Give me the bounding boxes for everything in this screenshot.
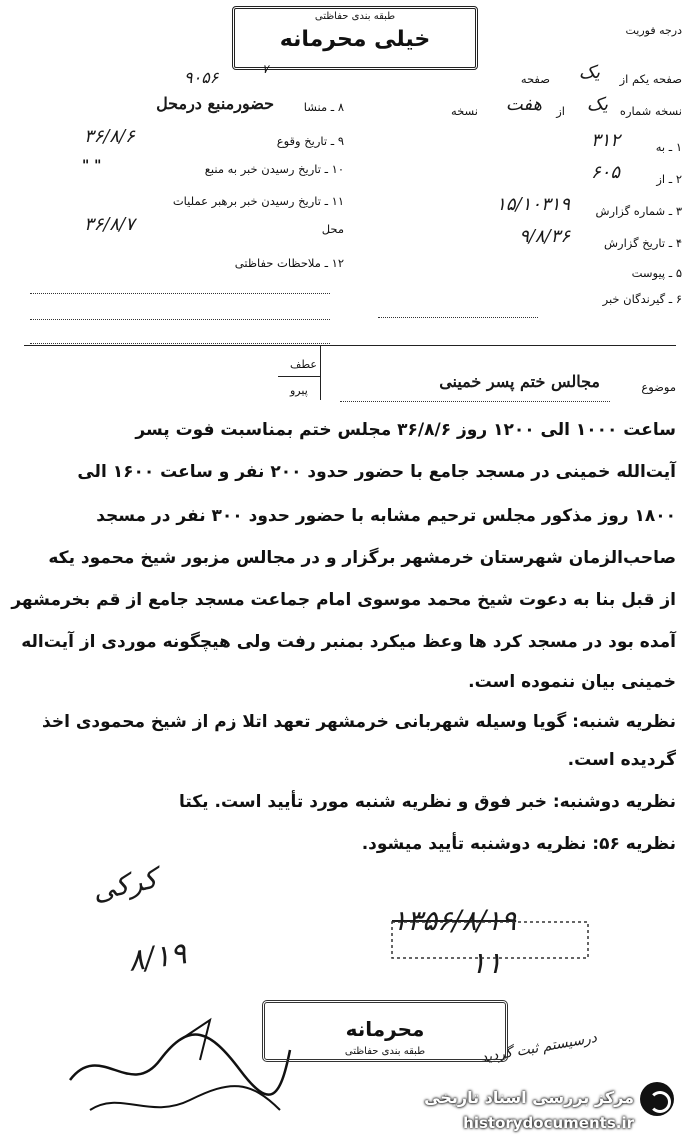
form-dotted-line [30,342,330,344]
copy-value: یک [586,94,608,115]
stamp-border-scribble [390,920,590,960]
handwritten-date-left: ۸/۱۹ [125,936,189,979]
form-left-value: ۳۶/۸/۷ [84,214,135,235]
form-left-label: محل [321,222,344,236]
document-sub-number: ۷ [262,62,269,76]
form-left-label: ۸ ـ منشا [303,100,344,114]
form-right-label: ۲ ـ از [656,172,682,186]
form-right-value: ۹/۸/۳۶ [519,226,570,247]
stamp-classification-label: طبقه بندی حفاظتی [314,11,396,22]
subject-label: موضوع [641,380,676,394]
form-left-label: ۱۱ ـ تاریخ رسیدن خبر برهبر عملیات [172,194,344,208]
form-right-column [382,130,682,310]
form-left-value: حضورمنبع درمحل [156,94,274,113]
watermark-url[interactable]: historydocuments.ir [463,1114,634,1132]
copy-of-label: از [556,104,565,118]
form-right-label: ۴ ـ تاریخ گزارش [603,236,682,250]
classification-stamp-bottom [262,1000,508,1062]
form-right-value: ۳۱۲ [590,130,620,151]
stamp-classification-value: خیلی محرمانه [279,27,431,52]
atf-label: عطف [290,358,317,371]
copy-of-value: هفت [505,94,542,115]
handwritten-registry-date: ۱۳۵۶/۸/۱۹ [392,904,517,937]
form-dotted-line [30,292,330,294]
page-value: یک [578,62,600,83]
report-body-line: ساعت ۱۰۰۰ الی ۱۲۰۰ روز ۳۶/۸/۶ مجلس ختم بمناسبت فوت پسر [135,420,676,440]
form-left-value: " " [82,158,102,174]
report-body-line: گردیده است. [567,750,676,770]
form-left-label: ۹ ـ تاریخ وقوع [276,134,344,148]
form-dotted-line [30,318,330,320]
peiro-label: پیرو [290,384,308,397]
report-body-line: خمینی بیان ننموده است. [468,672,676,692]
reference-rule [278,376,320,377]
form-left-value: ۳۶/۸/۶ [84,126,135,147]
form-left-label: ۱۰ ـ تاریخ رسیدن خبر به منبع [204,162,344,176]
report-body-line: ۱۸۰۰ روز مذکور مجلس ترحیم مشابه با حضور حدود ۳۰۰ نفر در مسجد [96,506,676,526]
form-right-label: ۱ ـ به [655,140,682,154]
form-left-label: ۱۲ ـ ملاحظات حفاظتی [234,256,344,270]
form-left-column [24,94,344,304]
report-body-line: آمده بود در مسجد کرد ها وعظ میکرد بمنبر رفت ولی هیچگونه موردی از آیت‌اله [21,632,676,652]
page-suffix: صفحه [520,72,550,86]
handwritten-registration-note: درسیستم ثبت گردید [479,1029,599,1067]
form-right-label: ۶ ـ گیرندگان خبر [602,292,682,306]
report-body-line: صاحب‌الزمان شهرستان خرمشهر برگزار و در مجالس مزبور شیخ محمود یکه [48,548,676,568]
header-separator [24,345,676,346]
handwritten-signature-left: کرکی [89,861,161,908]
page-label: صفحه یکم از [619,72,682,86]
form-right-value: ۱۵/۱۰۳۱۹ [496,194,570,215]
report-body-line: نظریه دوشنبه: خبر فوق و نظریه شنبه مورد تأیید است. یکتا [178,792,676,812]
form-right-label: ۵ ـ پیوست [631,266,682,280]
handwritten-registry-mark: ۱۱ [470,946,503,981]
stamp-bottom-label: طبقه بندی حفاظتی [344,1046,426,1057]
document-number: ۹۰۵۶ [184,68,219,87]
classification-stamp-top [232,6,478,70]
watermark-org: مرکز بررسی اسناد تاریخی [424,1088,634,1107]
report-body-line: نظریه ۵۶: نظریه دوشنبه تأیید میشود. ‌ [355,834,676,854]
report-body-line: آیت‌الله خمینی در مسجد جامع با حضور حدود ۲۰۰ نفر و ساعت ۱۶۰۰ الی [77,462,676,482]
stamp-bottom-value: محرمانه [345,1017,425,1041]
copy-label: نسخه شماره [619,104,682,118]
report-body-line: نظریه شنبه: گویا وسیله شهربانی خرمشهر تعهد اتلا زم از شیخ محمودی اخذ [42,712,676,732]
form-right-value: ۶۰۵ [590,162,620,183]
copy-suffix: نسخه [450,104,478,118]
subject-value: مجالس ختم پسر خمینی [439,372,600,391]
priority-label: درجه فوریت [625,24,682,37]
subject-underline [340,400,610,402]
report-body-line: از قبل بنا به دعوت شیخ محمد موسوی امام جماعت مسجد جامع از قم بخرمشهر [11,590,676,610]
archive-logo-icon [640,1082,674,1116]
reference-divider [320,345,321,400]
form-dotted-line [378,316,538,318]
form-right-label: ۳ ـ شماره گزارش [595,204,682,218]
